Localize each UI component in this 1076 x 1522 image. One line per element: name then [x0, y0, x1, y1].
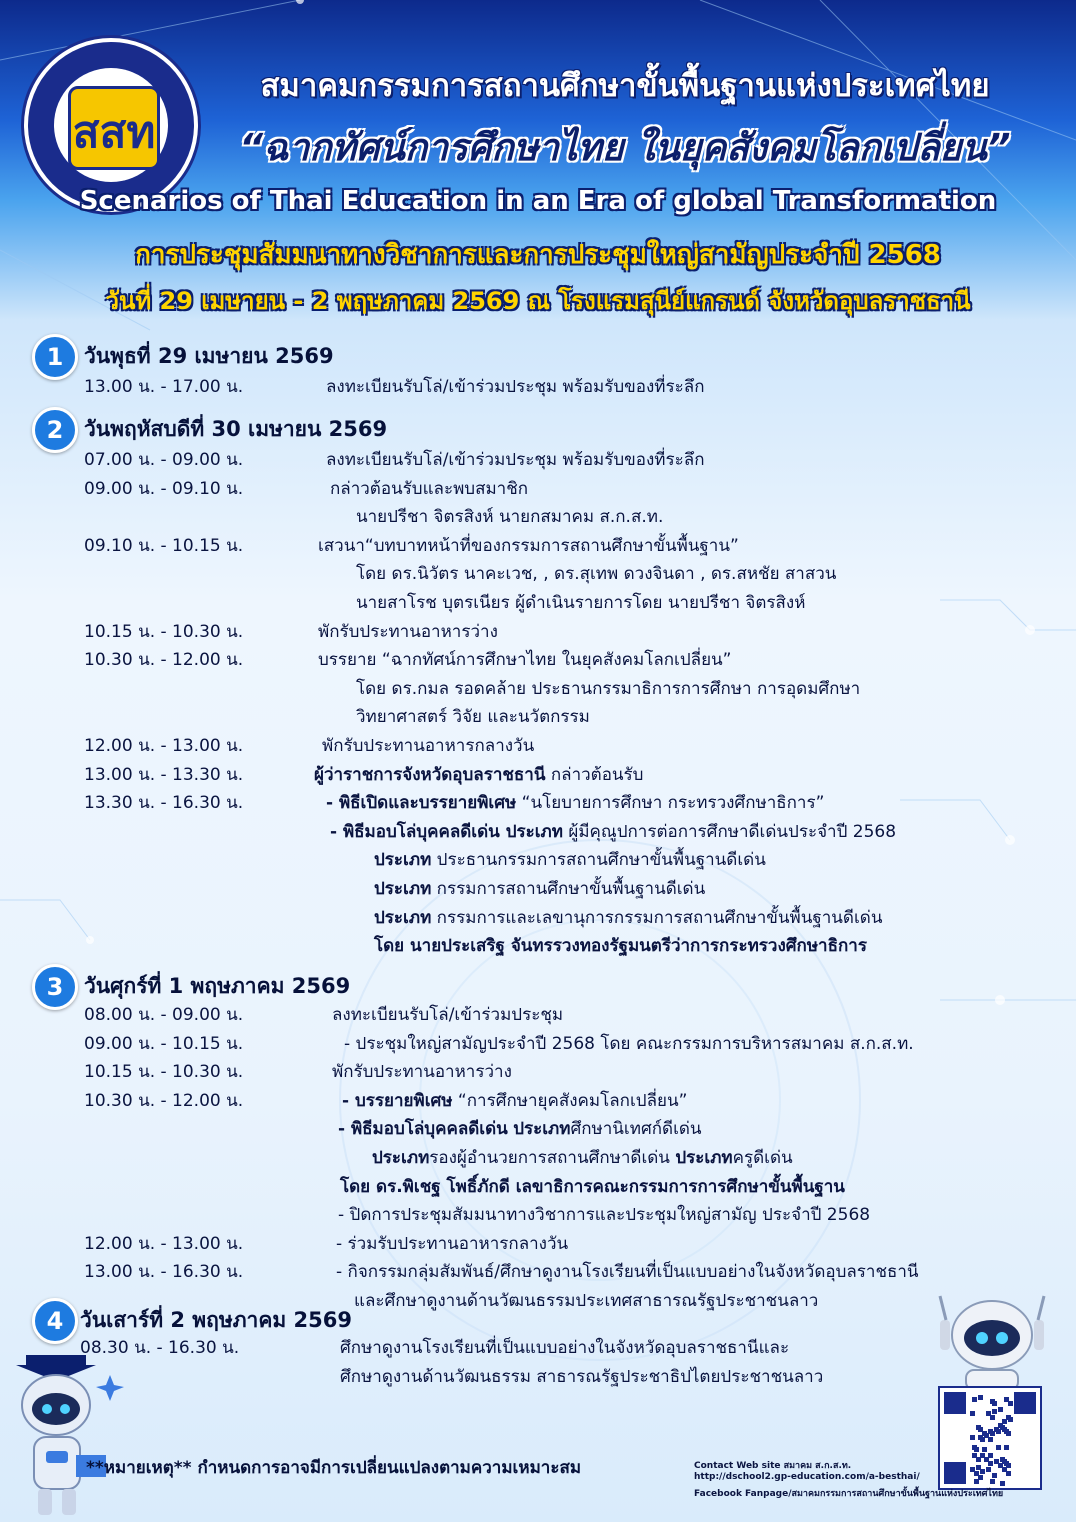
contact-facebook[interactable]: Facebook Fanpage/สมาคมกรรมการสถานศึกษาขั้นพื้นฐานแห่งประเทศไทย: [694, 1489, 1004, 1499]
qr-module: [992, 1409, 997, 1414]
qr-module: [970, 1435, 975, 1440]
qr-finder-mark: [944, 1392, 966, 1414]
session-description-bold: ประเภท: [372, 1148, 430, 1168]
session-description: [340, 1173, 845, 1200]
session-time: 08.00 น. - 09.00 น.: [84, 1005, 244, 1025]
day-title: วันพฤหัสบดีที่ 30 เมษายน 2569: [84, 417, 388, 441]
contact-website-url[interactable]: http://dschool2.gp-education.com/a-besthai/: [694, 1472, 920, 1482]
session-description-text: ครูดีเด่น: [732, 1148, 793, 1168]
session-description: [356, 560, 836, 587]
qr-module: [982, 1431, 987, 1436]
session-description-text: กล่าวต้อนรับและพบสมาชิก: [330, 478, 529, 499]
session-description-bold: ประเภท: [374, 850, 432, 871]
day-number-badge: 2: [32, 407, 78, 453]
footer-note: **หมายเหตุ** กำหนดการอาจมีการเปลี่ยนแปลงตามความเหมาะสม: [86, 1458, 582, 1478]
session-description: [374, 846, 766, 873]
session-description-text: ผู้มีคุณูปการต่อการศึกษาดีเด่นประจำปี 2568: [562, 821, 897, 842]
session-description: [318, 532, 739, 559]
session-description: [338, 1115, 702, 1142]
contact-website-label: Contact Web site สมาคม ส.ก.ส.ท.: [694, 1461, 852, 1471]
qr-module: [970, 1411, 975, 1416]
session-description-bold: - บรรยายพิเศษ: [342, 1090, 453, 1111]
session-description-text: “การศึกษายุคสังคมโลกเปลี่ยน”: [452, 1090, 688, 1111]
qr-module: [994, 1459, 999, 1464]
session-description-bold: ผู้ว่าราชการจังหวัดอุบลราชธานี: [314, 764, 546, 785]
session-description-text: นายสาโรช บุตรเนียร ผู้ดำเนินรายการโดย นายปรีชา จิตรสิงห์: [356, 593, 806, 613]
session-description: [326, 373, 704, 400]
day-number-badge: 3: [32, 964, 78, 1010]
qr-module: [992, 1473, 997, 1478]
session-time: 13.00 น. - 16.30 น.: [84, 1262, 244, 1283]
day-number-badge: 4: [32, 1298, 78, 1344]
qr-module: [990, 1479, 995, 1484]
session-description-bold: ประเภท: [513, 1119, 571, 1140]
session-time: 12.00 น. - 13.00 น.: [84, 1233, 244, 1254]
qr-module: [1004, 1445, 1009, 1450]
session-description: [374, 875, 705, 902]
session-time: 09.10 น. - 10.15 น.: [84, 535, 244, 556]
session-time: 10.15 น. - 10.30 น.: [84, 621, 244, 642]
session-description-text: กรรมการและเลขานุการกรรมการสถานศึกษาขั้นพื้นฐานดีเด่น: [431, 907, 883, 928]
qr-finder-mark: [1014, 1392, 1036, 1414]
qr-module: [972, 1453, 977, 1458]
session-description-text: กรรมการสถานศึกษาขั้นพื้นฐานดีเด่น: [431, 879, 706, 899]
session-description-text: วิทยาศาสตร์ วิจัย และนวัตกรรม: [356, 707, 590, 728]
session-description: [330, 475, 528, 502]
day-title: วันเสาร์ที่ 2 พฤษภาคม 2569: [80, 1308, 352, 1332]
session-time: 09.00 น. - 09.10 น.: [84, 478, 244, 499]
day-title: วันพุธที่ 29 เมษายน 2569: [84, 344, 334, 368]
session-description: [354, 1287, 818, 1314]
session-description: [356, 589, 805, 616]
session-description-text: โดย ดร.นิวัตร นาคะเวช, , ดร.สุเทพ ดวงจินดา , ดร.สหชัย สาสวน: [356, 564, 837, 585]
session-description-text: ประธานกรรมการสถานศึกษาขั้นพื้นฐานดีเด่น: [431, 850, 766, 871]
session-description-text: ศึกษาดูงานโรงเรียนที่เป็นแบบอย่างในจังหวัดอุบลราชธานีและ: [340, 1338, 790, 1358]
session-description: [344, 1030, 914, 1057]
session-description-text: รองผู้อำนวยการสถานศึกษาดีเด่น: [429, 1148, 676, 1168]
qr-code[interactable]: [938, 1386, 1042, 1490]
session-description: [336, 1230, 568, 1257]
session-description-text: ลงทะเบียนรับโล่/เข้าร่วมประชุม พร้อมรับของที่ระลึก: [326, 377, 705, 397]
qr-module: [984, 1457, 989, 1462]
session-description: [330, 818, 896, 845]
robot-illustration: [932, 1290, 1052, 1390]
session-description: [318, 646, 731, 673]
qr-finder-mark: [944, 1462, 966, 1484]
session-time: 13.00 น. - 17.00 น.: [84, 377, 244, 397]
session-time: 13.30 น. - 16.30 น.: [84, 793, 244, 814]
session-description-text: นายปรีชา จิตรสิงห์ นายกสมาคม ส.ก.ส.ท.: [356, 507, 664, 528]
session-description-bold: โดย นายประเสริฐ จันทรรวงทองรัฐมนตรีว่าการกระทรวงศึกษาธิการ: [374, 936, 867, 957]
qr-module: [990, 1431, 995, 1436]
qr-module: [988, 1437, 993, 1442]
session-description: [326, 446, 704, 473]
session-time: 07.00 น. - 09.00 น.: [84, 450, 244, 470]
session-time: 09.00 น. - 10.15 น.: [84, 1033, 244, 1054]
session-description-bold: - พิธีมอบโล่บุคคลดีเด่น: [338, 1119, 508, 1140]
qr-module: [980, 1469, 985, 1474]
session-time: 13.00 น. - 13.30 น.: [84, 764, 244, 785]
qr-module: [972, 1445, 977, 1450]
session-description-text: พักรับประทานอาหารว่าง: [318, 621, 498, 642]
session-description-text: - กิจกรรมกลุ่มสัมพันธ์/ศึกษาดูงานโรงเรียนที่เป็นแบบอย่างในจังหวัดอุบลราชธานี: [336, 1262, 919, 1283]
session-description: [356, 675, 860, 702]
session-description-text: ศึกษานิเทศก์ดีเด่น: [570, 1119, 702, 1140]
qr-module: [980, 1437, 985, 1442]
session-description: [336, 1258, 919, 1285]
session-description-text: กล่าวต้อนรับ: [545, 764, 644, 785]
session-description: [372, 1144, 793, 1171]
association-seal-logo: สสท: [24, 38, 198, 212]
qr-module: [990, 1415, 995, 1420]
qr-module: [986, 1467, 991, 1472]
session-time: 10.15 น. - 10.30 น.: [84, 1062, 244, 1083]
session-description-text: ศึกษาดูงานด้านวัฒนธรรม สาธารณรัฐประชาธิปไตยประชาชนลาว: [340, 1366, 824, 1387]
session-description: [332, 1001, 563, 1028]
session-description-text: และศึกษาดูงานด้านวัฒนธรรมประเทศสาธารณรัฐประชาชนลาว: [354, 1291, 819, 1311]
day-title: วันศุกร์ที่ 1 พฤษภาคม 2569: [84, 974, 351, 998]
header: [0, 0, 1076, 330]
conference-slogan-english: Scenarios of Thai Education in an Era of global Transformation: [79, 186, 997, 216]
event-dates-venue: วันที่ 29 เมษายน - 2 พฤษภาคม 2569 ณ โรงแรมสุนีย์แกรนด์ จังหวัดอุบลราชธานี: [105, 287, 971, 315]
session-description-bold: - พิธีเปิดและบรรยายพิเศษ: [326, 793, 517, 814]
session-description-text: เสวนา“บทบาทหน้าที่ของกรรมการสถานศึกษาขั้นพื้นฐาน”: [318, 535, 739, 556]
graduate-robot-illustration: [6, 1355, 126, 1520]
session-description: [340, 1334, 789, 1361]
session-description: [322, 732, 534, 759]
session-description: [374, 932, 867, 959]
qr-module: [992, 1401, 997, 1406]
session-description-bold: ประเภท: [374, 879, 432, 899]
qr-module: [972, 1397, 977, 1402]
session-time: 12.00 น. - 13.00 น.: [84, 736, 244, 756]
association-name: สมาคมกรรมการสถานศึกษาขั้นพื้นฐานแห่งประเทศไทย: [260, 68, 990, 104]
session-description-text: “นโยบายการศึกษา กระทรวงศึกษาธิการ”: [516, 793, 825, 814]
session-description-bold: ประเภท: [675, 1148, 733, 1168]
session-description-text: - ร่วมรับประทานอาหารกลางวัน: [336, 1233, 569, 1254]
session-description: [338, 1201, 870, 1228]
session-time: 08.30 น. - 16.30 น.: [80, 1338, 240, 1358]
session-description-text: - ประชุมใหญ่สามัญประจำปี 2568 โดย คณะกรรมการบริหารสมาคม ส.ก.ส.ท.: [344, 1033, 914, 1054]
session-description-text: ลงทะเบียนรับโล่/เข้าร่วมประชุม: [332, 1005, 564, 1025]
session-description: [314, 761, 643, 788]
qr-module: [1004, 1461, 1009, 1466]
session-description: [342, 1087, 687, 1114]
qr-module: [996, 1445, 1001, 1450]
session-description: [340, 1363, 823, 1390]
qr-module: [1006, 1415, 1011, 1420]
session-description: [356, 703, 590, 730]
session-description-bold: ประเภท: [374, 907, 432, 928]
qr-module: [978, 1475, 983, 1480]
qr-module: [1002, 1467, 1007, 1472]
session-description-text: บรรยาย “ฉากทัศน์การศึกษาไทย ในยุคสังคมโลกเปลี่ยน”: [318, 650, 732, 671]
session-description-text: ลงทะเบียนรับโล่/เข้าร่วมประชุม พร้อมรับของที่ระลึก: [326, 450, 705, 470]
session-description: [356, 503, 663, 530]
qr-module: [1008, 1401, 1013, 1406]
session-description-text: โดย ดร.กมล รอดคล้าย ประธานกรรมาธิการการศึกษา การอุดมศึกษา: [356, 678, 861, 699]
session-description: [374, 904, 882, 931]
session-description: [318, 618, 498, 645]
event-name: การประชุมสัมมนาทางวิชาการและการประชุมใหญ่สามัญประจำปี 2568: [135, 240, 941, 270]
session-description-text: - ปิดการประชุมสัมมนาทางวิชาการและประชุมใหญ่สามัญ ประจำปี 2568: [338, 1205, 871, 1226]
session-time: 10.30 น. - 12.00 น.: [84, 1090, 244, 1111]
session-description-bold: - พิธีมอบโล่บุคคลดีเด่น ประเภท: [330, 821, 563, 842]
session-description-text: พักรับประทานอาหารว่าง: [332, 1062, 512, 1083]
qr-module: [978, 1395, 983, 1400]
session-time: 10.30 น. - 12.00 น.: [84, 650, 244, 671]
qr-module: [998, 1407, 1003, 1412]
conference-slogan: “ฉากทัศน์การศึกษาไทย ในยุคสังคมโลกเปลี่ยน”: [239, 126, 1011, 169]
session-description: [326, 789, 824, 816]
qr-module: [982, 1447, 987, 1452]
session-description-text: พักรับประทานอาหารกลางวัน: [322, 736, 535, 756]
session-description: [332, 1058, 512, 1085]
day-number-badge: 1: [32, 334, 78, 380]
qr-module: [1004, 1429, 1009, 1434]
session-description-bold: โดย ดร.พิเชฐ โพธิ์ภักดี เลขาธิการคณะกรรมการการศึกษาขั้นพื้นฐาน: [340, 1176, 845, 1197]
